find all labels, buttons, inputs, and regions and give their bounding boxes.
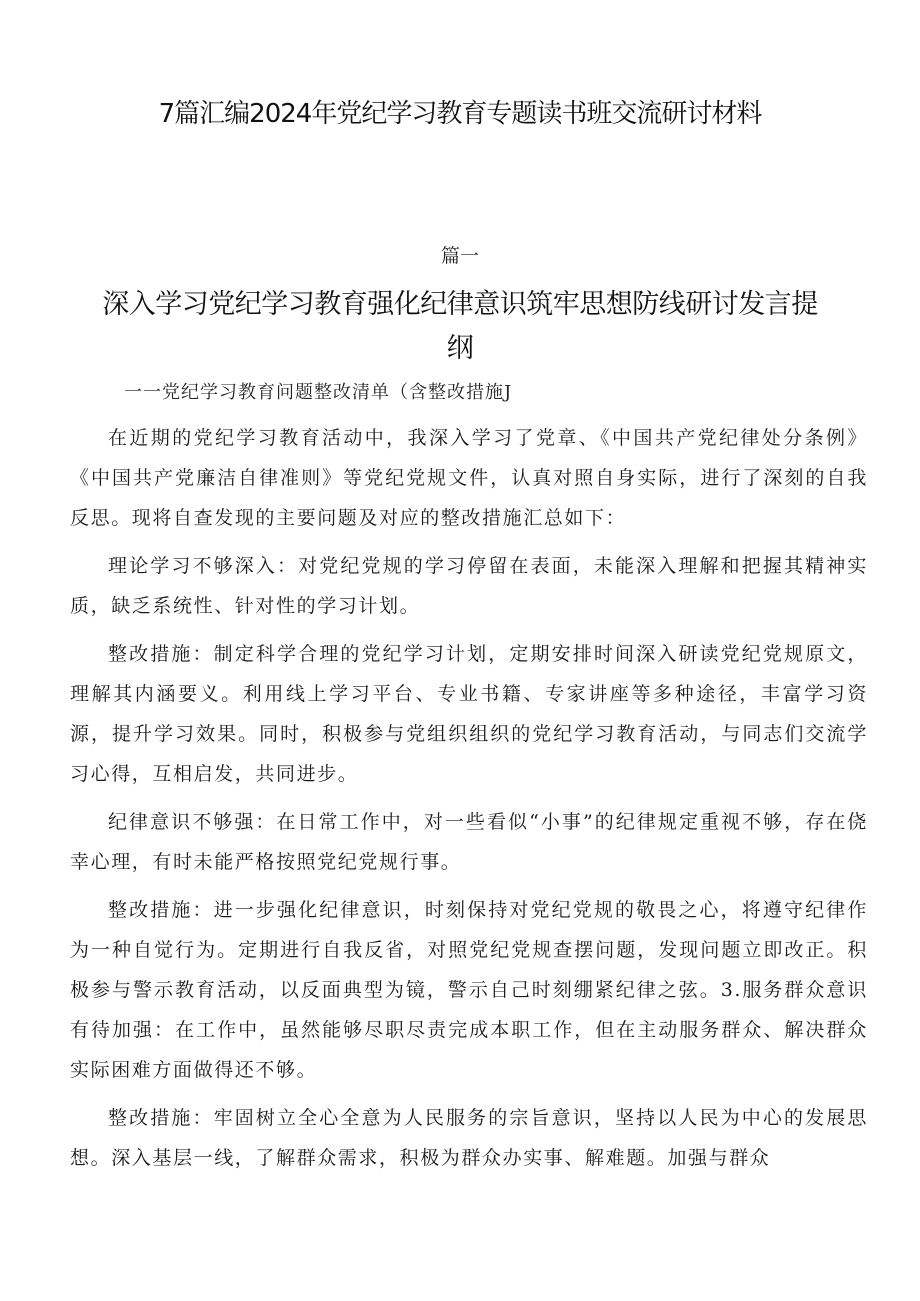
paragraph: 理论学习不够深入：对党纪党规的学习停留在表面，未能深入理解和把握其精神实质，缺乏系统性、针对性的学习计划。 [70,555,868,617]
paragraph: 纪律意识不够强：在日常工作中，对一些看似“小事”的纪律规定重视不够，存在侥幸心理，有时未能严格按照党纪党规行事。 [70,811,868,873]
paragraph: 整改措施：制定科学合理的党纪学习计划，定期安排时间深入研读党纪党规原文，理解其内涵要义。利用线上学习平台、专业书籍、专家讲座等多种途径，丰富学习资源，提升学习效果。同时，积极参与党组织组织的党纪学习教育活动，与同志们交流学习心得，互相启发，共同进步。 [70,643,868,785]
part-label: 篇一 [440,245,479,267]
paragraph: 整改措施：进一步强化纪律意识，时刻保持对党纪党规的敬畏之心，将遵守纪律作为一种自觉行为。定期进行自我反省，对照党纪党规查摆问题，发现问题立即改正。积极参与警示教育活动，以反面典型为镜，警示自己时刻绷紧纪律之弦。3.服务群众意识有待加强：在工作中，虽然能够尽职尽责完成本职工作，但在主动服务群众、解决群众实际困难方面做得还不够。 [70,899,868,1081]
document-title: 7篇汇编2024年党纪学习教育专题读书班交流研讨材料 [158,99,762,129]
document-body [70,418,868,1186]
section-title: 深入学习党纪学习教育强化纪律意识筑牢思想防线研讨发言提纲 [102,289,818,364]
subheading: 一一党纪学习教育问题整改清单（含整改措施J [124,382,513,403]
paragraph: 在近期的党纪学习教育活动中，我深入学习了党章、《中国共产党纪律处分条例》《中国共产党廉洁自律准则》等党纪党规文件，认真对照自身实际，进行了深刻的自我反思。现将自查发现的主要问题及对应的整改措施汇总如下： [70,427,868,529]
paragraph: 整改措施：牢固树立全心全意为人民服务的宗旨意识，坚持以人民为中心的发展思想。深入基层一线，了解群众需求，积极为群众办实事、解难题。加强与群众 [70,1107,868,1169]
